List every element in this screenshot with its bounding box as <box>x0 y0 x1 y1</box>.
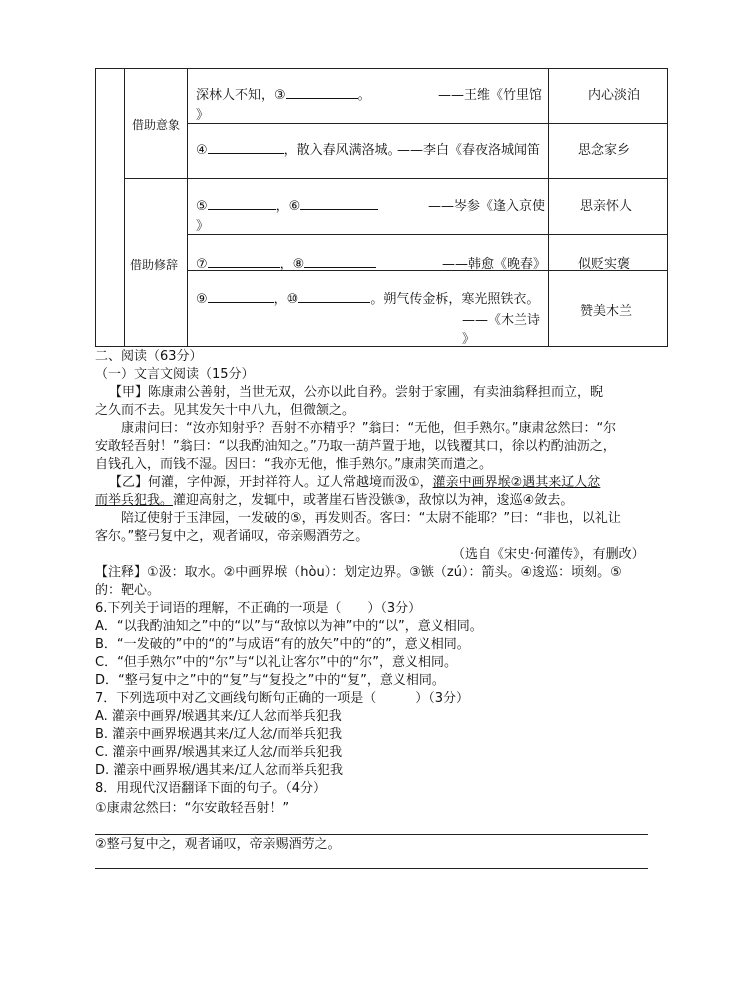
answer-blank-3[interactable] <box>286 86 358 99</box>
table-row-1-source: ——王维《竹里馆 <box>438 88 543 103</box>
passage-b-line-1: 康肃问曰：“汝亦知射乎？吾射不亦精乎？”翁曰：“无他，但手熟尔。”康肃忿然曰：“尔 <box>121 421 617 436</box>
source-note: （选自《宋史·何灌传》，有删改） <box>452 547 645 562</box>
table-row-5-source: ——《木兰诗 <box>462 313 541 328</box>
subsection-title: （一）文言文阅读（15分） <box>95 367 255 382</box>
passage-d-line-1: 陪辽使射于玉津园，一发破的⑤，再发则否。客曰：“太尉不能耶？”曰：“非也，以礼让 <box>121 511 621 526</box>
answer-line-2[interactable] <box>95 868 648 869</box>
section-title: 二、阅读（63分） <box>95 349 203 364</box>
passage-a-line-1: 【甲】陈康肃公善射，当世无双，公亦以此自矜。尝射于家圃，有卖油翁释担而立，睨 <box>109 385 604 400</box>
answer-blank-8[interactable] <box>304 255 376 268</box>
table-row-5-theme: 赞美木兰 <box>580 304 633 319</box>
table-row-3-source: ——岑参《逢入京使 <box>428 199 546 214</box>
answer-blank-5[interactable] <box>208 197 276 210</box>
question-8: 8．用现代汉语翻译下面的句子。（4分） <box>95 781 327 796</box>
underlined-sentence-part-1: 灌亲中画界堠②遇其来辽人忿 <box>432 475 601 490</box>
answer-blank-7[interactable] <box>208 255 280 268</box>
answer-blank-6[interactable] <box>300 197 378 210</box>
question-6-option-a[interactable]: A．“以我酌油知之”中的“以”与“敌惊以为神”中的“以”，意义相同。 <box>95 619 483 634</box>
notes-line-1: 【注释】①汲：取水。②中画界堠（hòu）：划定边界。③镞（zú）：箭头。④逡巡：顷刻。⑤ <box>95 565 622 580</box>
answer-blank-4[interactable] <box>208 141 284 154</box>
question-7-option-c[interactable]: C. 灌亲中画界/堠遇其来辽人忿/而举兵犯我 <box>95 745 343 760</box>
row-label-rhetoric: 借助修辞 <box>130 258 179 272</box>
table-row-5-source-end: 》 <box>462 332 476 347</box>
table-row-4-theme: 似贬实褒 <box>578 257 631 272</box>
question-8-item-1: ①康肃忿然曰：“尔安敢轻吾射！” <box>95 801 290 816</box>
answer-blank-9[interactable] <box>208 290 274 303</box>
question-6-option-d[interactable]: D．“整弓复中之”中的“复”与“复投之”中的“复”，意义相同。 <box>95 673 445 688</box>
table-row-1-source-end: 》 <box>196 108 210 123</box>
answer-line-1[interactable] <box>95 834 648 835</box>
table-row-2-text: ④ ，散入春风满洛城。 <box>196 143 401 158</box>
passage-c-line-1: 【乙】何灌，字仲源，开封祥符人。辽人常越境而汲①，灌亲中画界堠②遇其来辽人忿 <box>109 475 601 490</box>
question-7-option-a[interactable]: A. 灌亲中画界/堠遇其来/辽人忿而举兵犯我 <box>95 709 342 724</box>
question-7: 7．下列选项中对乙文画线句断句正确的一项是（ ）（3分） <box>95 691 470 706</box>
question-7-option-b[interactable]: B. 灌亲中画界堠遇其来/辽人忿/而举兵犯我 <box>95 727 342 742</box>
underlined-sentence-part-2: 而举兵犯我。 <box>95 493 174 508</box>
question-8-item-2: ②整弓复中之，观者诵叹，帝亲赐酒劳之。 <box>95 837 341 852</box>
table-row-3-theme: 思亲怀人 <box>580 199 633 214</box>
table-row-3-text: ⑤ ，⑥ <box>196 195 378 214</box>
question-6-option-b[interactable]: B．“一发破的”中的“的”与成语“有的放矢”中的“的”，意义相同。 <box>95 637 470 652</box>
question-6-option-c[interactable]: C．“但手熟尔”中的“尔”与“以礼让客尔”中的“尔”，意义相同。 <box>95 655 457 670</box>
answer-blank-10[interactable] <box>298 290 370 303</box>
table-row-5-text: ⑨ ，⑩ 。朔气传金柝，寒光照铁衣。 <box>196 292 540 307</box>
table-row-2-source: ——李白《春夜洛城闻笛 <box>397 143 541 158</box>
passage-b-line-3: 自钱孔入，而钱不湿。因曰：“我亦无他，惟手熟尔。”康肃笑而遣之。 <box>95 457 492 472</box>
passage-c-line-2: 而举兵犯我。灌迎高射之，发辄中，或著崖石皆没镞③，敌惊以为神，逡巡④敛去。 <box>95 493 574 508</box>
question-6: 6.下列关于词语的理解，不正确的一项是（ ）（3分） <box>95 601 422 616</box>
table-row-1-text: 深林人不知，③ 。 <box>196 88 371 103</box>
table-row-3-source-end: 》 <box>196 219 210 234</box>
question-7-option-d[interactable]: D. 灌亲中画界堠/遇其来/辽人忿而举兵犯我 <box>95 763 344 778</box>
notes-line-2: 的：靶心。 <box>95 583 161 598</box>
table-row-1-theme: 内心淡泊 <box>588 88 641 103</box>
passage-a-line-2: 之久而不去。见其发矢十中八九，但微颔之。 <box>95 403 356 418</box>
passage-b-line-2: 安敢轻吾射！”翁曰：“以我酌油知之。”乃取一葫芦置于地，以钱覆其口，徐以杓酌油沥之， <box>95 439 616 454</box>
table-row-2-theme: 思念家乡 <box>578 143 631 158</box>
passage-d-line-2: 客尔。”整弓复中之，观者诵叹，帝亲赐酒劳之。 <box>95 529 369 544</box>
row-label-imagery: 借助意象 <box>132 118 181 132</box>
table-row-4-source: ——韩愈《晚春》 <box>442 257 547 272</box>
table-row-4-text: ⑦ ，⑧ <box>196 253 376 272</box>
